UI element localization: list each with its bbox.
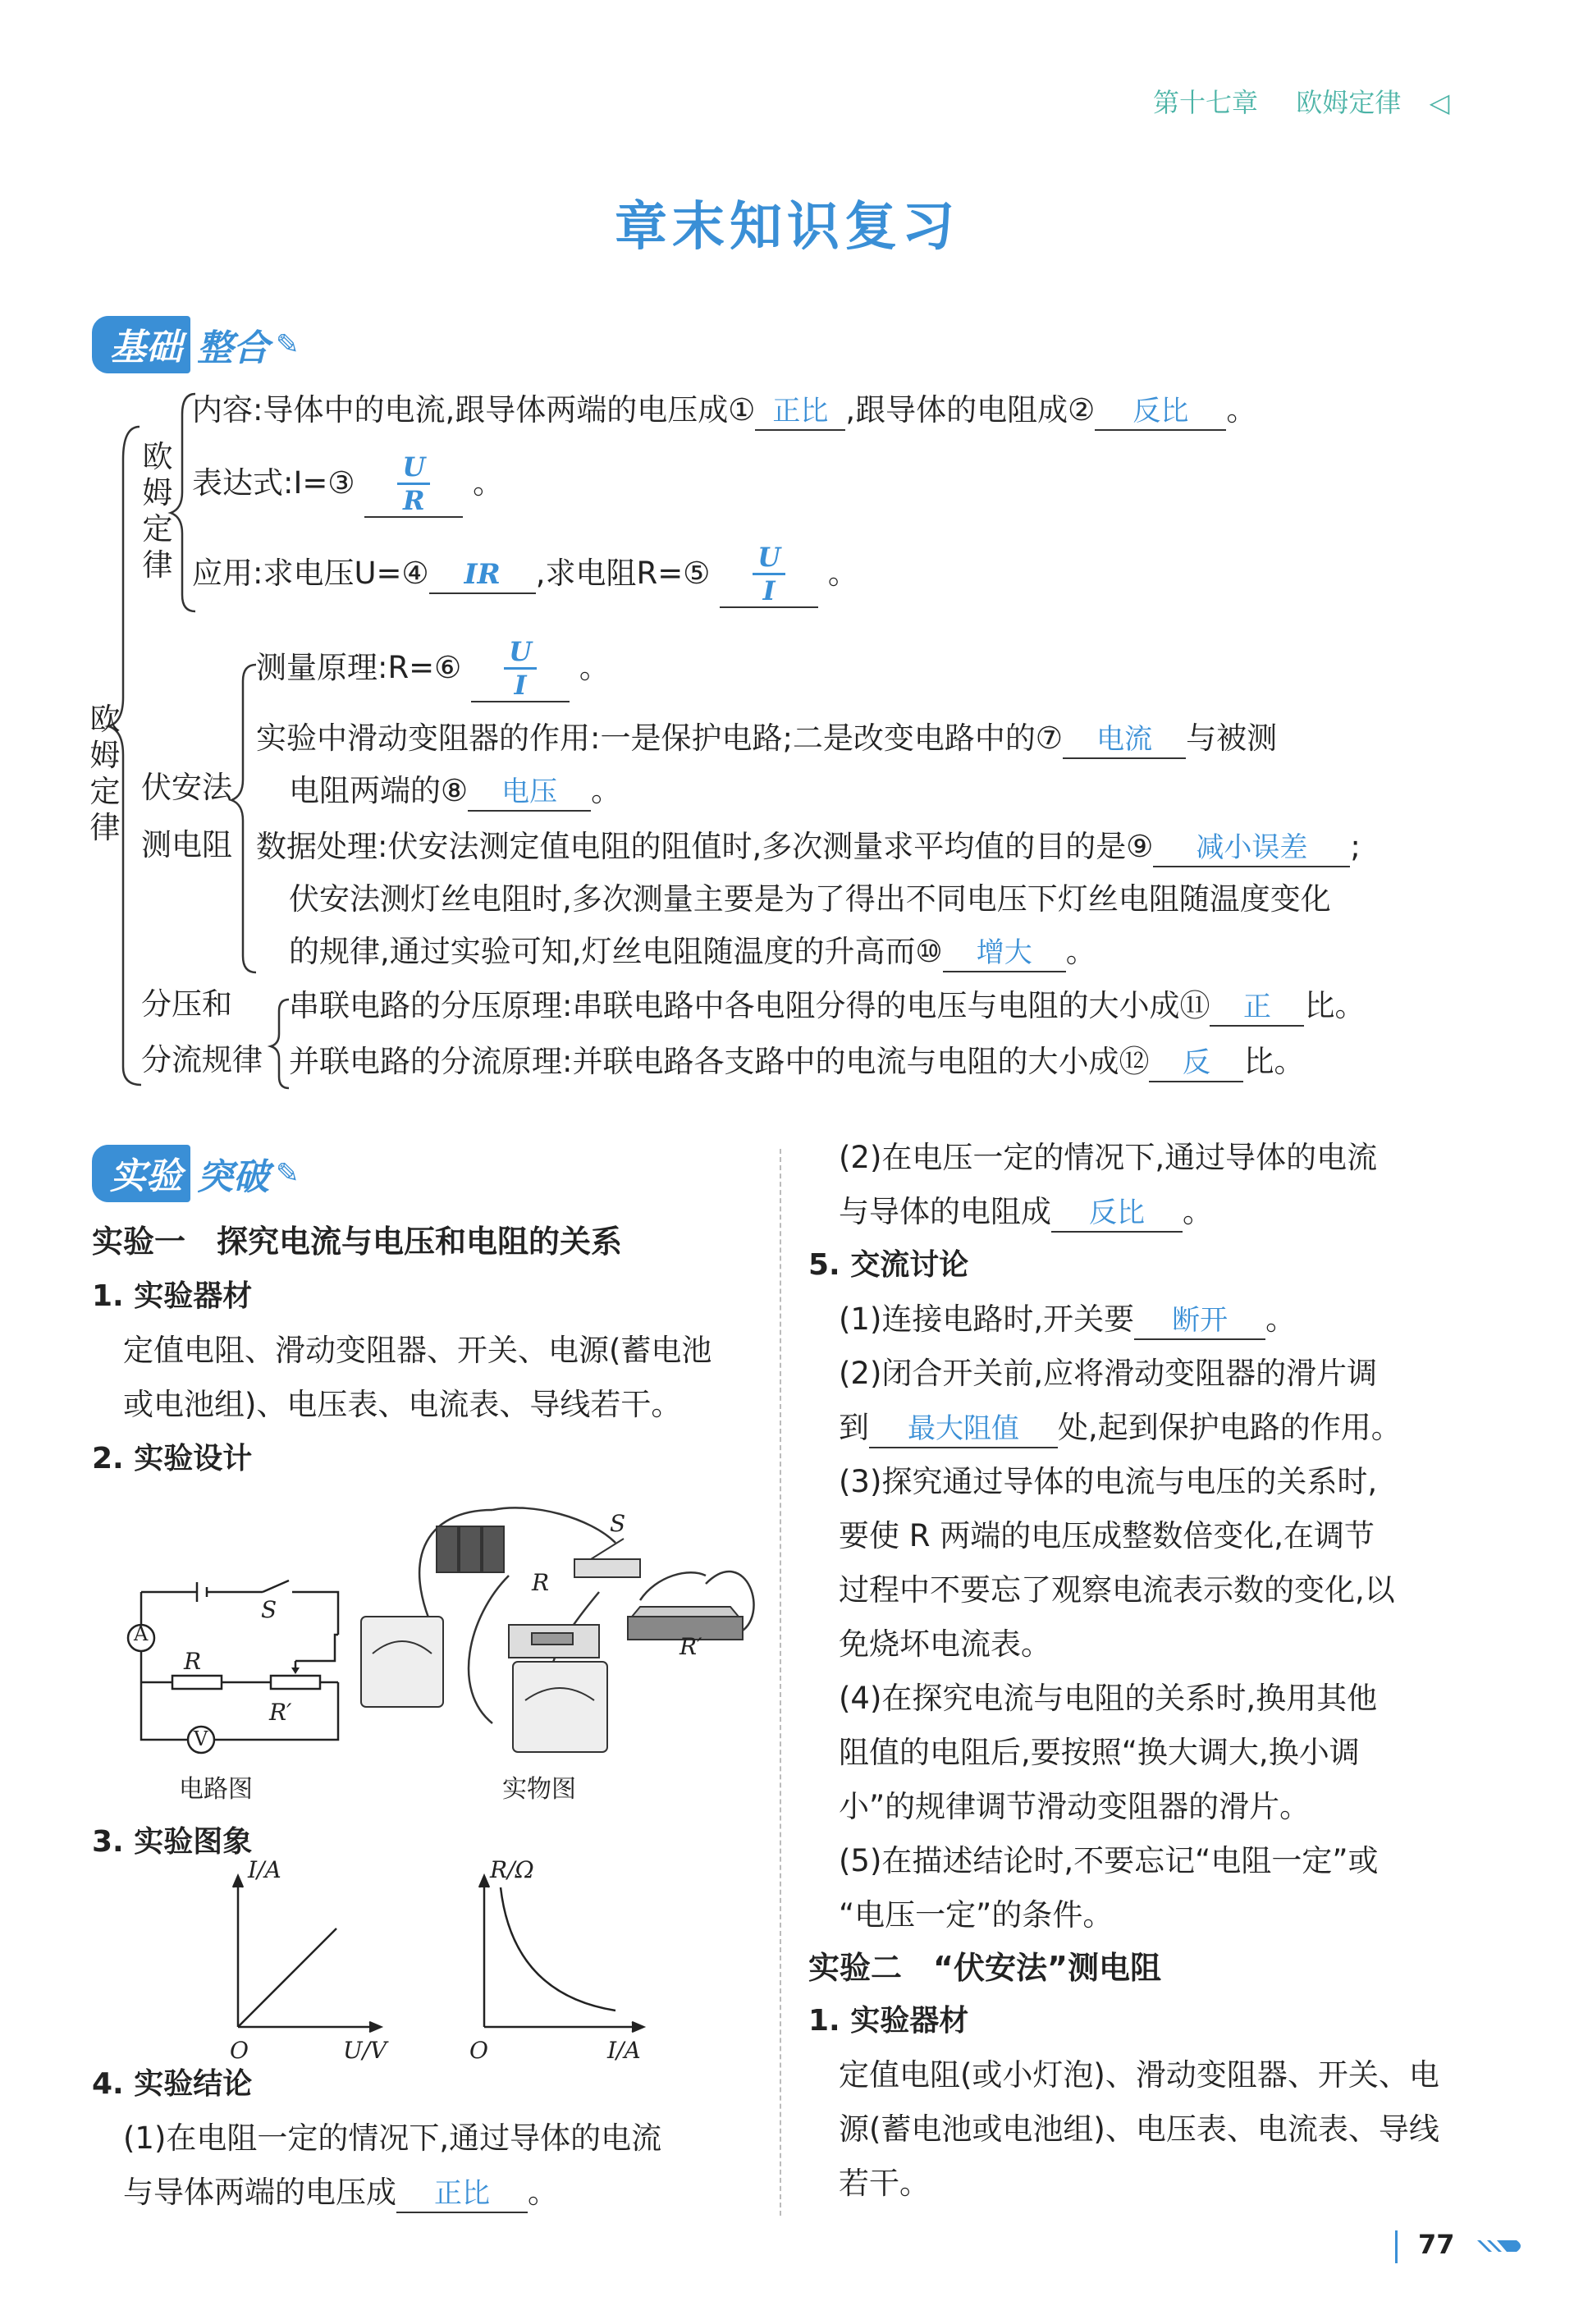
answer-c1: 正比 bbox=[396, 2175, 528, 2213]
circuit-diagram bbox=[115, 1559, 353, 1756]
answer-3: $\frac{U}{R}$ bbox=[364, 451, 463, 518]
column-divider bbox=[780, 1149, 781, 2216]
answer-2: 反比 bbox=[1095, 393, 1226, 431]
exp1-materials-2: 或电池组)、电压表、电流表、导线若干。 bbox=[123, 1387, 682, 1422]
chapter-number: 第十七章 bbox=[1153, 87, 1259, 118]
exp1-conclusion-1b: 与导体两端的电压成 正比 。 bbox=[123, 2166, 558, 2220]
exp1-materials-heading: 1. 实验器材 bbox=[92, 1279, 253, 1313]
graph-current-voltage bbox=[222, 1871, 386, 2035]
exp1-conclusion-heading: 4. 实验结论 bbox=[92, 2067, 253, 2101]
discussion-3d: 免烧坏电流表。 bbox=[839, 1626, 1051, 1662]
answer-9: 减小误差 bbox=[1153, 830, 1350, 867]
real-label-S: S bbox=[610, 1510, 626, 1537]
graph1-x-label: U/V bbox=[343, 2037, 387, 2064]
discussion-4c: 小”的规律调节滑动变阻器的滑片。 bbox=[839, 1789, 1311, 1824]
graph-resistance-current bbox=[468, 1871, 648, 2035]
va-principle-row: 测量原理:R=⑥ $\frac{U}{I}$ 。 bbox=[256, 636, 610, 701]
page-number: 77 bbox=[1418, 2229, 1455, 2260]
exp1-conclusion-1: (1)在电阻一定的情况下,通过导体的电流 bbox=[123, 2120, 662, 2156]
page-number-bar bbox=[1395, 2230, 1398, 2263]
discussion-2: (2)闭合开关前,应将滑动变阻器的滑片调 bbox=[839, 1356, 1378, 1391]
label-A: A bbox=[134, 1622, 149, 1645]
answer-6: $\frac{U}{I}$ bbox=[471, 636, 570, 702]
exp1-graph-heading: 3. 实验图象 bbox=[92, 1825, 253, 1859]
answer-c2: 反比 bbox=[1051, 1195, 1183, 1233]
va-method-label: 伏安法 测电阻 bbox=[141, 770, 232, 862]
section-badge-basics: 基础 整合 ✎ bbox=[92, 316, 300, 373]
label-R: R bbox=[184, 1648, 202, 1675]
answer-d1: 断开 bbox=[1134, 1302, 1265, 1340]
va-lamp-row-2: 的规律,通过实验可知,灯丝电阻随温度的升高而⑩ 增大 。 bbox=[289, 926, 1096, 978]
va-lamp-row: 伏安法测灯丝电阻时,多次测量主要是为了得出不同电压下灯丝电阻随温度变化 bbox=[289, 881, 1331, 917]
tree-root-label: 欧 姆 定 律 bbox=[89, 702, 121, 845]
label-S: S bbox=[261, 1596, 277, 1623]
experiment-1-title: 实验一 探究电流与电压和电阻的关系 bbox=[92, 1224, 623, 1260]
discussion-2b: 到 最大阻值 处,起到保护电路的作用。 bbox=[839, 1401, 1402, 1455]
answer-7: 电流 bbox=[1063, 721, 1186, 759]
exp2-materials-2: 源(蓄电池或电池组)、电压表、电流表、导线 bbox=[839, 2111, 1439, 2147]
discussion-1: (1)连接电路时,开关要 断开 。 bbox=[839, 1292, 1296, 1347]
discussion-5b: “电压一定”的条件。 bbox=[839, 1897, 1114, 1933]
exp1-design-heading: 2. 实验设计 bbox=[92, 1442, 253, 1475]
graph2-y-label: R/Ω bbox=[490, 1856, 534, 1883]
answer-11: 正 bbox=[1210, 989, 1304, 1027]
page-number-decoration bbox=[1477, 2234, 1526, 2258]
discussion-3b: 要使 R 两端的电压成整数倍变化,在调节 bbox=[839, 1518, 1375, 1553]
chapter-marker-icon: ◁ bbox=[1429, 87, 1450, 118]
ohm-content-row: 内容:导体中的电流,跟导体两端的电压成① 正比 ,跟导体的电阻成② 反比 。 bbox=[192, 384, 1256, 437]
ohm-application-row: 应用:求电压U=④ IR ,求电阻R=⑤ $\frac{U}{I}$ 。 bbox=[192, 542, 858, 606]
va-rheostat-row: 实验中滑动变阻器的作用:一是保护电路;二是改变电路中的⑦ 电流 与被测 bbox=[256, 712, 1277, 765]
pen-icon: ✎ bbox=[276, 1157, 300, 1190]
discussion-4b: 阻值的电阻后,要按照“换大调大,换小调 bbox=[839, 1735, 1360, 1770]
exp1-materials-1: 定值电阻、滑动变阻器、开关、电源(蓄电池 bbox=[123, 1333, 712, 1368]
exp1-discussion-heading: 5. 交流讨论 bbox=[808, 1248, 969, 1282]
answer-d2: 最大阻值 bbox=[869, 1411, 1058, 1448]
answer-4: IR bbox=[429, 556, 536, 594]
exp2-materials-3: 若干。 bbox=[839, 2166, 930, 2201]
answer-1: 正比 bbox=[755, 393, 845, 431]
answer-10: 增大 bbox=[943, 935, 1066, 972]
va-rheostat-row-2: 电阻两端的⑧ 电压 。 bbox=[289, 765, 621, 817]
answer-5: $\frac{U}{I}$ bbox=[720, 542, 818, 608]
discussion-3: (3)探究通过导体的电流与电压的关系时, bbox=[839, 1464, 1378, 1499]
circuit-caption: 电路图 bbox=[179, 1775, 253, 1804]
real-apparatus-diagram bbox=[345, 1494, 763, 1764]
section-badge-experiments: 实验 突破 ✎ bbox=[92, 1145, 300, 1202]
discussion-3c: 过程中不要忘了观察电流表示数的变化,以 bbox=[839, 1572, 1395, 1608]
real-label-R: R bbox=[532, 1569, 550, 1596]
label-V: V bbox=[194, 1727, 208, 1750]
pen-icon: ✎ bbox=[276, 328, 300, 361]
label-Rp: R′ bbox=[269, 1699, 292, 1726]
exp2-materials-1: 定值电阻(或小灯泡)、滑动变阻器、开关、电 bbox=[839, 2057, 1439, 2093]
graph1-origin: O bbox=[230, 2037, 249, 2064]
graph1-y-label: I/A bbox=[248, 1856, 281, 1883]
answer-8: 电压 bbox=[468, 774, 591, 812]
real-caption: 实物图 bbox=[502, 1775, 576, 1804]
series-divider-row: 串联电路的分压原理:串联电路中各电阻分得的电压与电阻的大小成⑪ 正 比。 bbox=[289, 980, 1365, 1032]
discussion-4: (4)在探究电流与电阻的关系时,换用其他 bbox=[839, 1681, 1378, 1716]
chapter-title: 欧姆定律 bbox=[1296, 87, 1402, 118]
parallel-divider-row: 并联电路的分流原理:并联电路各支路中的电流与电阻的大小成⑫ 反 比。 bbox=[289, 1036, 1304, 1088]
experiment-2-title: 实验二 “伏安法”测电阻 bbox=[808, 1950, 1161, 1986]
ohm-expression-row: 表达式:I=③ $\frac{U}{R}$ 。 bbox=[192, 451, 504, 516]
ohm-law-label: 欧 姆 定 律 bbox=[142, 439, 173, 583]
real-label-Rp: R′ bbox=[679, 1633, 702, 1660]
exp1-conclusion-2: (2)在电压一定的情况下,通过导体的电流 bbox=[839, 1140, 1378, 1175]
exp2-materials-heading: 1. 实验器材 bbox=[808, 2004, 969, 2038]
answer-12: 反 bbox=[1149, 1045, 1243, 1082]
discussion-5: (5)在描述结论时,不要忘记“电阻一定”或 bbox=[839, 1843, 1379, 1878]
va-data-row: 数据处理:伏安法测定值电阻的阻值时,多次测量求平均值的目的是⑨ 减小误差 ; bbox=[256, 821, 1361, 873]
graph2-origin: O bbox=[469, 2037, 488, 2064]
exp1-conclusion-2b: 与导体的电阻成 反比 。 bbox=[839, 1185, 1213, 1239]
divider-rule-label: 分压和 分流规律 bbox=[141, 986, 263, 1077]
graph2-x-label: I/A bbox=[607, 2037, 641, 2064]
page-title: 章末知识复习 bbox=[615, 197, 959, 258]
